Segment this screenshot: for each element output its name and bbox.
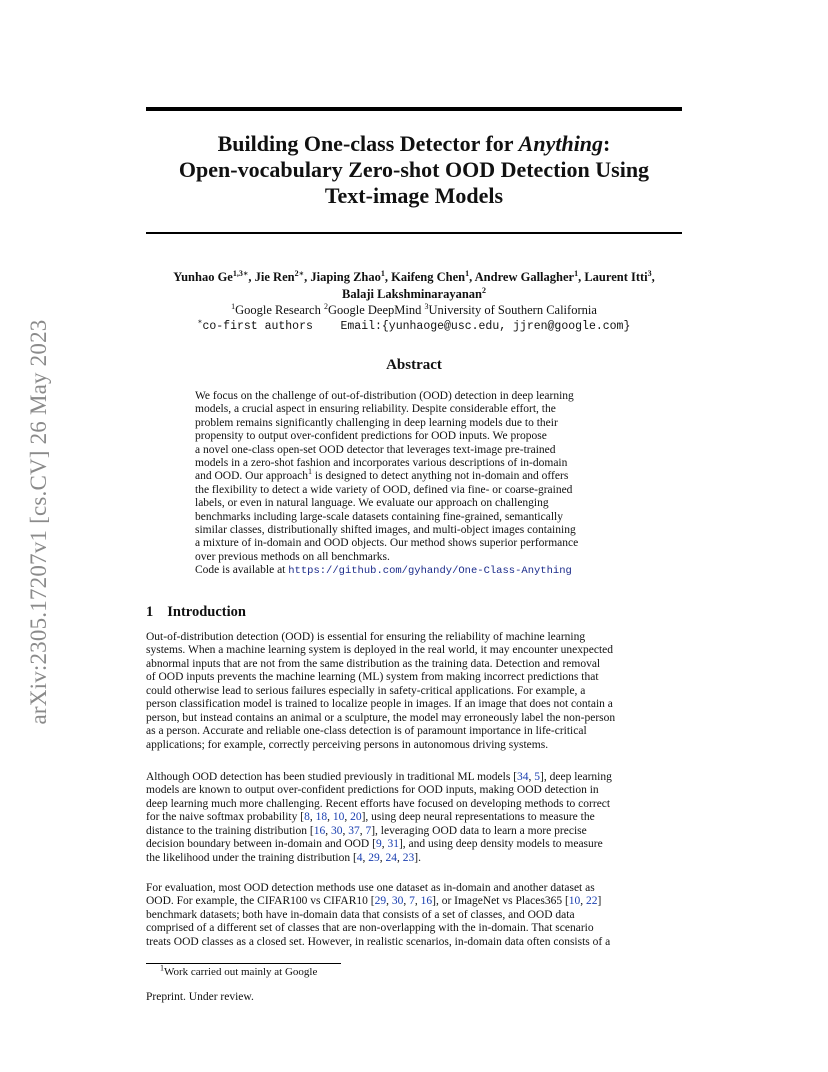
citation[interactable]: 10: [332, 811, 345, 824]
citation[interactable]: 7: [409, 895, 415, 908]
citation[interactable]: 20: [350, 811, 362, 824]
citation[interactable]: 31: [387, 838, 399, 851]
title-top-rule: [146, 107, 682, 111]
contact-line: ∗co-first authors Email:{yunhaoge@usc.edu, jjren@google.com}: [197, 317, 631, 333]
intro-paragraph-3: For evaluation, most OOD detection methods use one dataset as in-domain and another dataset as OOD. For example, the CIFAR100 vs CIFAR10 [29, 30, 7, 16], or ImageNet vs Places365 [10, 22] benchmark datasets; both have in-domain data that consists of a set of classes, and OOD data comprised of a different set of classes that are non-overlapping with the in-domain. That scenario treats OOD classes as a closed set. However, in realistic scenarios, in-domain data often consists of a: [146, 882, 611, 948]
citation[interactable]: 10: [568, 895, 581, 908]
citation[interactable]: 29: [368, 851, 380, 864]
footnote-rule: [146, 963, 341, 964]
section-heading-introduction: 1 Introduction: [146, 604, 246, 620]
citation[interactable]: 9: [375, 838, 382, 851]
citation[interactable]: 8: [304, 811, 310, 824]
paper-title: Building One-class Detector for Anything: Open-vocabulary Zero-shot OOD Detection Using Text-image Models: [178, 131, 650, 208]
citation[interactable]: 24: [385, 851, 398, 864]
abstract-heading: Abstract: [386, 357, 442, 373]
citation[interactable]: 7: [365, 824, 372, 837]
preprint-notice: Preprint. Under review.: [146, 991, 254, 1003]
citation[interactable]: 22: [586, 895, 598, 908]
citation[interactable]: 5: [534, 771, 541, 783]
intro-paragraph-1: Out-of-distribution detection (OOD) is essential for ensuring the reliability of machine learning systems. When a machine learning system is deployed in the real world, it may encounter unexpected abnormal inputs that are not from the same distribution as the training data. Detection and removal of OOD inputs prevents the machine learning (ML) system from making incorrect predictions that could otherwise lead to serious failures especially in safety-critical applications. For example, a person classification model is trained to localize people in images. If an image that does not contain a person, but instead contains an animal or a sculpture, the model may erroneously label the non-person as a person. Accurate and reliable one-class detection is of paramount importance in life-critical applications; for example, correctly perceiving persons in autonomous driving systems.: [146, 631, 616, 751]
abstract-body: We focus on the challenge of out-of-distribution (OOD) detection in deep learning models, a crucial aspect in ensuring reliability. Despite considerable effort, the problem remains significantly challenging in deep learning models due to their propensity to output over-confident predictions for OOD inputs. We propose a novel one-class open-set OOD detector that leverages text-image pre-trained models in a zero-shot fashion and incorporates various descriptions of in-domain and OOD. Our approach$^1$ is designed to detect anything not in-domain and offers the flexibility to detect a wide variety of OOD, defined via fine- or coarse-grained labels, or even in natural language. We evaluate our approach on challenging benchmarks including large-scale datasets containing fine-grained, semantically similar classes, distributionally shifted images, and multi-object images containing a mixture of in-domain and OOD objects. Our method shows superior performance over previous methods on all benchmarks. Code is available at https://github.com/gyhandy/One-Class-Anything: [195, 390, 579, 578]
intro-paragraph-2: Although OOD detection has been studied previously in traditional ML models [34, 5], deep learning models are known to output over-confident predictions for OOD inputs, making OOD detection in deep learning much more challenging. Recent efforts have focused on developing methods to correct for the naive softmax probability [8, 18, 10, 20], using deep neural representations to measure the distance to the training distribution [16, 30, 37, 7], leveraging OOD data to learn a more precise decision boundary between in-domain and OOD [9, 31], and using deep density models to measure the likelihood under the training distribution [4, 29, 24, 23].: [146, 771, 612, 864]
citation[interactable]: 37: [348, 824, 360, 837]
footnote: $^1$Work carried out mainly at Google: [160, 963, 318, 978]
citation[interactable]: 30: [391, 895, 404, 908]
citation[interactable]: 18: [315, 811, 328, 824]
citation[interactable]: 30: [330, 824, 343, 837]
arxiv-identifier: arXiv:2305.17207v1 [cs.CV] 26 May 2023: [26, 319, 51, 725]
citation[interactable]: 16: [420, 895, 433, 908]
citation[interactable]: 34: [517, 771, 529, 783]
citation[interactable]: 23: [402, 851, 415, 864]
code-link[interactable]: https://github.com/gyhandy/One-Class-Anything: [288, 565, 572, 578]
citation[interactable]: 29: [374, 895, 387, 908]
affiliations: $^1$Google Research $^2$Google DeepMind $^3$University of Southern California: [231, 301, 597, 317]
title-bottom-rule: [146, 232, 682, 234]
citation[interactable]: 16: [313, 824, 326, 837]
author-block: Yunhao $Ge^{1,3∗}$, Jie Ren$^{2∗}$, Jiaping Zhao$^1$, Kaifeng Chen$^1$, Andrew Gallagher$^1$, Laurent Itti$^3$, Balaji Lakshminarayanan$^2$ $^1$Google Research $^2$Google DeepMind $^3$University of Southern California ∗co-first authors Email:{yunhaoge@usc.edu, jjren@google.com}: [146, 269, 682, 335]
citation[interactable]: 4: [356, 851, 363, 864]
